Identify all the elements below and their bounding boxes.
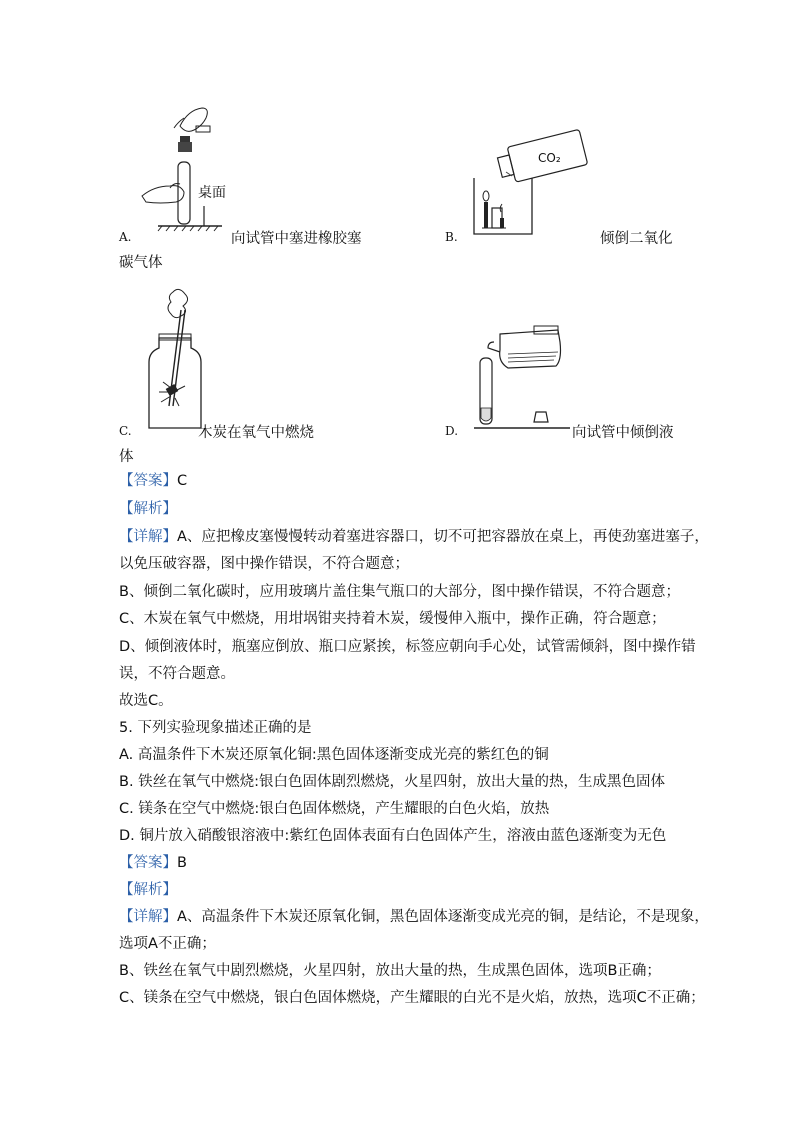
q4-answer-value: C — [177, 473, 188, 489]
option-c-letter: C. — [119, 424, 132, 438]
q4-line-2: B、倾倒二氧化碳时，应用玻璃片盖住集气瓶口的大部分，图中操作错误，不符合题意； — [119, 584, 680, 600]
q5-line-0: A、高温条件下木炭还原氧化铜，黑色固体逐渐变成光亮的铜，是结论，不是现象， — [177, 909, 709, 925]
q4-line-1: 以免压破容器，图中操作错误，不符合题意； — [119, 556, 409, 572]
option-c-caption: 木炭在氧气中燃烧 — [198, 425, 314, 441]
option-b-caption: 倾倒二氧化 — [600, 231, 673, 247]
figure-b-pour-co2 — [470, 126, 590, 240]
q4-line-0: A、应把橡皮塞慢慢转动着塞进容器口，切不可把容器放在桌上，再使劲塞进塞子， — [177, 529, 709, 545]
q5-line-2: B、铁丝在氧气中剧烈燃烧，火星四射，放出大量的热，生成黑色固体，选项B正确； — [119, 963, 661, 979]
q4-line-5: 误，不符合题意。 — [119, 666, 235, 682]
figure-b-co2-label: CO₂ — [538, 151, 561, 165]
figure-a-stopper-insertion — [140, 104, 235, 234]
q5-answer — [119, 853, 187, 873]
option-b-caption-cont: 碳气体 — [119, 255, 163, 271]
figure-c-charcoal-burning — [145, 286, 205, 436]
q5-line-3: C、镁条在空气中燃烧，银白色固体燃烧，产生耀眼的白光不是火焰，放热，选项C不正确； — [119, 990, 705, 1006]
q5-detail-tag: 【详解】 — [119, 909, 177, 925]
q4-answer-tag: 【答案】 — [119, 473, 177, 489]
figure-a-label: 桌面 — [198, 185, 226, 201]
q4-line-3: C、木炭在氧气中燃烧，用坩埚钳夹持着木炭，缓慢伸入瓶中，操作正确，符合题意； — [119, 611, 666, 627]
q4-detail-line-1 — [119, 527, 709, 547]
q5-option-d: D. 铜片放入硝酸银溶液中:紫红色固体表面有白色固体产生，溶液由蓝色逐渐变为无色 — [119, 828, 667, 844]
q4-analysis-label: 【解析】 — [119, 501, 177, 517]
option-a-caption: 向试管中塞进橡胶塞 — [231, 231, 362, 247]
q4-line-4: D、倾倒液体时，瓶塞应倒放、瓶口应紧挨，标签应朝向手心处，试管需倾斜，图中操作错 — [119, 639, 696, 655]
option-a-letter: A. — [119, 230, 132, 244]
q5-option-b: B. 铁丝在氧气中燃烧:银白色固体剧烈燃烧，火星四射，放出大量的热，生成黑色固体 — [119, 774, 666, 790]
q5-analysis-label: 【解析】 — [119, 882, 177, 898]
option-d-caption: 向试管中倾倒液 — [572, 425, 674, 441]
q5-answer-value: B — [177, 855, 187, 871]
q4-answer — [119, 471, 187, 491]
option-d-caption-cont: 体 — [119, 449, 134, 465]
q5-title: 5. 下列实验现象描述正确的是 — [119, 720, 312, 736]
option-b-letter: B. — [445, 230, 458, 244]
q5-option-c: C. 镁条在空气中燃烧:银白色固体燃烧，产生耀眼的白色火焰，放热 — [119, 801, 550, 817]
q4-analysis-tag — [119, 499, 177, 519]
figure-d-pour-liquid — [474, 322, 574, 434]
q5-analysis-tag — [119, 880, 177, 900]
q4-detail-tag: 【详解】 — [119, 529, 177, 545]
option-d-letter: D. — [445, 424, 459, 438]
q5-detail-line-1 — [119, 907, 709, 927]
q5-line-1: 选项A不正确； — [119, 936, 216, 952]
q5-answer-tag: 【答案】 — [119, 855, 177, 871]
q5-option-a: A. 高温条件下木炭还原氧化铜:黑色固体逐渐变成光亮的紫红色的铜 — [119, 747, 549, 763]
q4-line-6: 故选C。 — [119, 693, 173, 709]
